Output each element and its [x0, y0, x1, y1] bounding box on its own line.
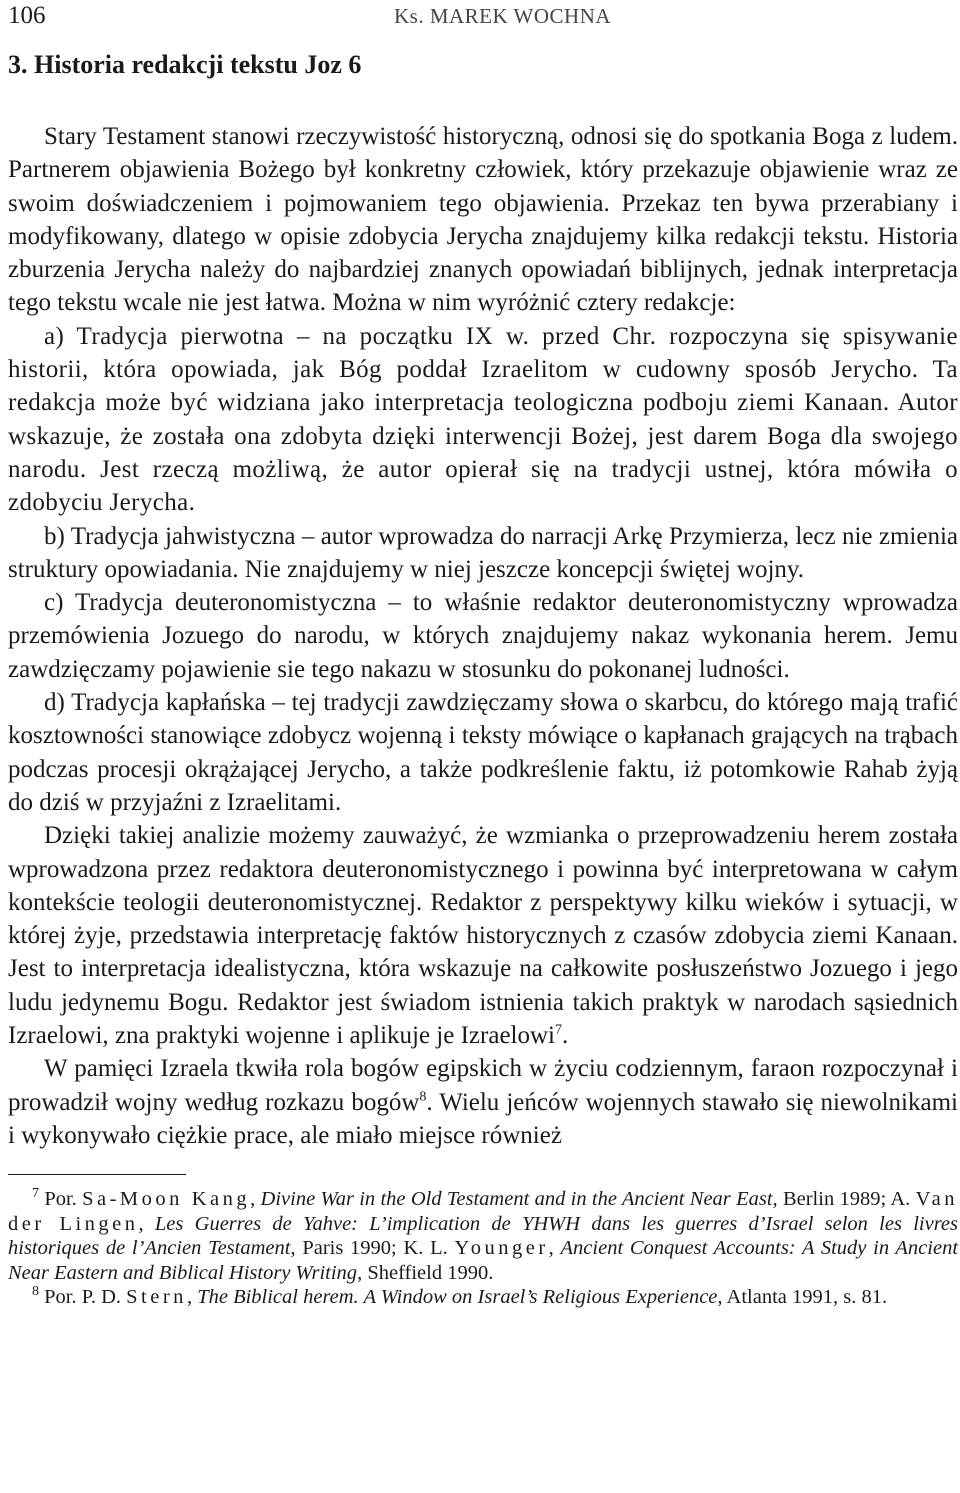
footnote-por: Por. — [44, 1188, 83, 1211]
publication-info: , Paris 1990; K. L. — [290, 1237, 455, 1260]
paragraph-egypt — [8, 1052, 958, 1152]
book-title: Divine War in the Old Testament and in the Ancient Near East — [260, 1188, 773, 1211]
paragraph-analysis — [8, 819, 958, 1052]
footnote-por: Por. P. D. — [44, 1286, 127, 1309]
book-title: Ancient Conquest Accounts: A Study in Ancient Near Eastern and Biblical History Writing — [8, 1237, 959, 1284]
publication-info: , Sheffield 1990. — [357, 1261, 494, 1284]
footnote-divider — [8, 1174, 186, 1175]
paragraph-analysis-text: Dzięki takiej analizie możemy zauważyć, że wzmianka o przeprowadzeniu herem została wprowadzona przez redaktora deuteronomistycznego i powinna być interpretowana w całym kontekście teologii deuteronomistycznej. Redaktor z perspektywy kilku wieków i sytuacji, w której żyje, przedstawia interpretację faktów historycznych z czasów zdobycia ziemi Kanaan. Jest to interpretacja idealistyczna, która wskazuje na całkowite posłuszeństwo Jozuego i jego ludu jedynemu Bogu. Redaktor jest świadom istnienia takich praktyk w narodach sąsiednich Izraelowi, zna praktyki wojenne i aplikuje je Izraelowi — [8, 822, 958, 1050]
footnote-reference-8[interactable]: 8 — [419, 1089, 427, 1105]
publication-info: , Atlanta 1991, s. 81. — [717, 1286, 888, 1309]
book-title: Les Guerres de Yahve: L’implication de YHWH dans les guerres d’Israel selon les livres historiques de l’Ancien Testament — [8, 1212, 958, 1260]
author-name: Van der Lingen — [8, 1188, 959, 1235]
separator: , — [548, 1237, 561, 1260]
author-name: Younger — [454, 1237, 549, 1260]
paragraph-egypt-text-a: W pamięci Izraela tkwiła rola bogów egipskich w życiu codziennym, faraon rozpoczynał i prowadził wojny według rozkazu bogów — [8, 1055, 958, 1116]
footnote-7: $^7$ Por. Sa-Moon Kang, Divine War in the Old Testament and in the Ancient Near East, Berlin 1989; A. Van der Lingen, Les Guerres de Yahve: L’implication de YHWH dans les guerres d’Israel selon les livres historiques de l’Ancien Testament, Paris 1990; K. L. Younger, Ancient Conquest Accounts: A Study in Ancient Near Eastern and Biblical History Writing, Sheffield 1990. — [8, 1186, 959, 1284]
author-name: Stern — [126, 1286, 187, 1309]
paragraph-tradition-a: a) Tradycja pierwotna – na początku IX w. przed Chr. rozpoczyna się spisywanie historii, która opowiada, jak Bóg poddał Izraelitom w cudowny sposób Jerycho. Ta redakcja może być widziana jako interpretacja teologiczna podboju ziemi Kanaan. Autor wskazuje, że została ona zdobyta dzięki interwencji Bożej, jest darem Boga dla swojego narodu. Jest rzeczą możliwą, że autor opierał się na tradycji ustnej, która mówiła o zdobyciu Jerycha. — [8, 322, 958, 517]
footnote-number: 7 — [32, 1186, 39, 1202]
publication-info: , Berlin 1989; A. — [772, 1188, 916, 1211]
page — [8, 0, 958, 1310]
running-head: Ks. MAREK WOCHNA — [394, 4, 612, 28]
footnote-reference-7[interactable]: 7 — [555, 1022, 562, 1038]
section-title: 3. Historia redakcji tekstu Joz 6 — [8, 50, 362, 79]
paragraph-tradition-b: b) Tradycja jahwistyczna – autor wprowadza do narracji Arkę Przymierza, lecz nie zmienia struktury opowiadania. Nie znajdujemy w niej jeszcze koncepcji świętej wojny. — [8, 522, 958, 583]
footnotes — [8, 1187, 958, 1310]
paragraph-egypt-text-b: . Wielu jeńców wojennych stawało się niewolnikami i wykonywało ciężkie prace, ale miało miejsce również — [8, 1088, 958, 1149]
book-title: The Biblical herem. A Window on Israel’s Religious Experience — [197, 1286, 718, 1309]
page-number: 106 — [8, 2, 46, 29]
footnote-number: 8 — [32, 1284, 39, 1300]
separator: , — [186, 1286, 198, 1309]
page-header — [8, 0, 958, 40]
paragraph-intro: Stary Testament stanowi rzeczywistość historyczną, odnosi się do spotkania Boga z ludem. Partnerem objawienia Bożego był konkretny człowiek, który przekazuje objawienie wraz ze swoim doświadczeniem i pojmowaniem tego objawienia. Przekaz ten bywa przerabiany i modyfikowany, dlatego w opisie zdobycia Jerycha znajdujemy kilka redakcji tekstu. Historia zburzenia Jerycha należy do najbardziej znanych opowiadań biblijnych, jednak interpretacja tego tekstu wcale nie jest łatwa. Można w nim wyróżnić cztery redakcje: — [8, 123, 958, 317]
paragraph-tradition-d: d) Tradycja kapłańska – tej tradycji zawdzięczamy słowa o skarbcu, do którego mają trafić kosztowności stanowiące zdobycz wojenną i teksty mówiące o kapłanach grających na trąbach podczas procesji okrążającej Jerycho, a także podkreślenie faktu, iż potomkowie Rahab żyją do dziś w przyjaźni z Izraelitami. — [8, 689, 958, 816]
paragraph-tradition-c: c) Tradycja deuteronomistyczna – to właśnie redaktor deuteronomistyczny wprowadza przemówienia Jozuego do narodu, w których znajdujemy nakaz wykonania herem. Jemu zawdzięczamy pojawienie sie tego nakazu w stosunku do pokonanej ludności. — [8, 589, 958, 683]
paragraph-analysis-end: . — [562, 1022, 569, 1050]
separator: , — [138, 1212, 155, 1235]
footnote-8 — [8, 1285, 958, 1310]
body-text — [8, 120, 958, 1152]
author-name: Sa-Moon Kang — [82, 1188, 251, 1211]
